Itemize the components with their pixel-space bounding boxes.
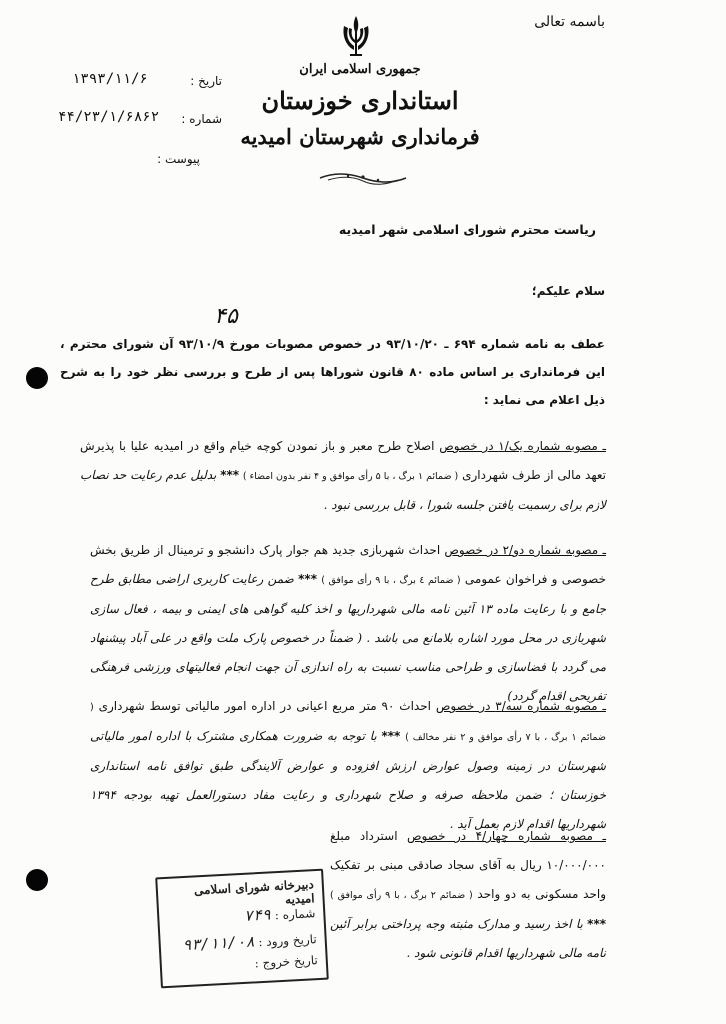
attachment-label: پیوست : — [157, 152, 200, 166]
resolution-2-heading: ـ مصوبه شماره دو/۲ در خصوص — [444, 543, 606, 557]
resolution-4-text: استرداد مبلغ ۱۰/۰۰۰/۰۰۰ ریال به آقای سجاد صادقی مبنی بر تفکیک واحد مسکونی به دو واحد — [330, 829, 606, 901]
resolution-3-heading: ـ مصوبه شماره سه/۳ در خصوص — [435, 699, 606, 713]
handwritten-number: ۴۵ — [214, 304, 238, 329]
greeting-line: سلام علیکم؛ — [531, 284, 605, 298]
country-name: جمهوری اسلامی ایران — [299, 62, 421, 77]
resolution-2-decision: ضمن رعایت کاربری اراضی مطابق طرح جامع و با رعایت ماده ۱۳ آئین نامه مالی شهرداریها و اخذ کلیه گواهی های ایمنی و بیمه ، فعال سازی شهربازی در محل مورد اشاره بلامانع می باشد . ( ضمناً در خصوص پارک ملت واقع در علی آباد پیشنهاد می گردد با فضاسازی و طراحی مناسب نسبت به راه اندازی آن جهت انجام فعالیتهای ورزشی فرهنگی تفریحی اقدام گردد) — [90, 572, 606, 703]
resolution-2 — [90, 536, 606, 711]
stamp-entry-value: ۹۳/۱۱/۰۸ — [181, 932, 256, 955]
stamp-exit-row — [168, 953, 319, 975]
resolution-4-votes: ( ضمائم ۲ برگ ، با ۹ رأی موافق ) — [330, 890, 473, 901]
stamp-entry-label: تاریخ ورود : — [258, 932, 318, 950]
date-value: ۱۳۹۳/۱۱/۶ — [72, 71, 148, 87]
resolution-1-votes: ( ضمائم ۱ برگ ، با ۵ رأی موافق و ۴ نفر بدون امضاء ) — [242, 471, 459, 482]
stamp-exit-label: تاریخ خروج : — [254, 953, 319, 971]
resolution-3-text: احداث ۹۰ متر مربع اعیانی در اداره امور مالیاتی توسط شهرداری — [98, 699, 436, 713]
resolution-3-separator: *** — [381, 729, 401, 743]
resolution-3 — [90, 692, 606, 839]
letter-number-value: ۴۴/۲۳/۱/۶۸۶۲ — [58, 109, 160, 125]
resolution-4-heading: ـ مصوبه شماره چهار/۴ در خصوص — [407, 829, 606, 843]
county-governorate-title: فرمانداری شهرستان امیدیه — [240, 124, 480, 149]
binder-hole-bottom — [26, 869, 48, 891]
stamp-number-value: ۷۴۹ — [243, 905, 272, 925]
resolution-2-separator: *** — [298, 572, 317, 586]
number-label: شماره : — [181, 112, 222, 126]
resolution-2-votes: ( ضمائم ٤ برگ ، با ۹ رأی موافق ) — [321, 575, 461, 586]
resolution-3-votes: ( ضمائم ۱ برگ ، با ۷ رأی موافق و ۲ نفر مخالف ) — [90, 702, 606, 743]
stamp-title: دبیرخانه شورای اسلامی امیدیه — [193, 877, 315, 907]
resolution-4 — [330, 822, 606, 968]
header-ornament-icon — [318, 168, 408, 188]
iran-emblem-icon — [336, 12, 376, 62]
secretariat-stamp — [155, 869, 329, 989]
binder-hole-top — [26, 367, 48, 389]
bismillah-text: باسمه تعالی — [534, 14, 605, 30]
resolution-1-text: اصلاح طرح معبر و باز نمودن کوچه خیام واقع در امیدیه علیا با پذیرش تعهد مالی از طرف شهرداری — [80, 439, 606, 482]
resolution-3-decision: با توجه به ضرورت همکاری مشترک با اداره امور مالیاتی شهرستان در زمینه وصول عوارض ارزش افزوده و عوارض آلایندگی طبق توافق نامه استانداری خوزستان ؛ ضمن ملاحظه صرفه و صلاح شهرداری و رعایت مفاد دستورالعمل تهیه بودجه ۱۳۹۴ شهرداریها اقدام لازم بعمل آید . — [90, 729, 606, 831]
intro-paragraph: عطف به نامه شماره ۶۹۴ ـ ۹۳/۱۰/۲۰ در خصوص مصوبات مورخ ۹۳/۱۰/۹ آن شورای محترم ، این فرمانداری بر اساس ماده ۸۰ قانون شوراها پس از طرح و بررسی نظر خود را به شرح ذیل اعلام می نماید : — [60, 337, 605, 407]
resolution-1-heading: ـ مصوبه شماره یک/۱ در خصوص — [439, 439, 606, 453]
province-governorate-title: استانداری خوزستان — [261, 86, 459, 115]
resolution-4-separator: *** — [587, 917, 606, 931]
stamp-entry-row — [166, 929, 317, 955]
resolution-1 — [80, 432, 606, 520]
resolution-4-decision: با اخذ رسید و مدارک مثبته وجه پرداختی برابر آئین نامه مالی شهرداریها اقدام قانونی شود . — [330, 917, 606, 960]
stamp-number-label: شماره : — [274, 906, 316, 923]
recipient-line: ریاست محترم شورای اسلامی شهر امیدیه — [338, 222, 596, 237]
resolution-1-decision: بدلیل عدم رعایت حد نصاب لازم برای رسمیت یافتن جلسه شورا ، قابل بررسی نبود . — [80, 468, 606, 512]
date-label: تاریخ : — [190, 74, 222, 88]
resolution-2-text: احداث شهربازی جدید هم جوار پارک دانشجو و ترمینال از طریق بخش خصوصی و فراخوان عمومی — [90, 543, 606, 586]
resolution-1-separator: *** — [220, 468, 240, 482]
